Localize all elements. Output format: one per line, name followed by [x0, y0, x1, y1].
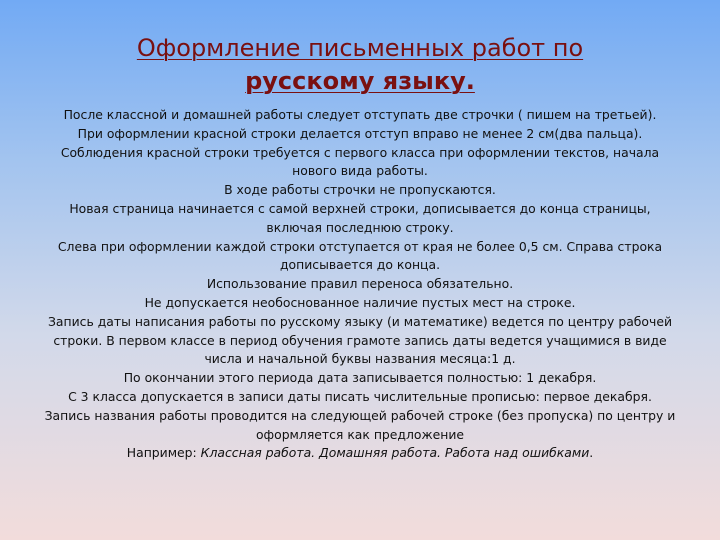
rule-paragraph: С 3 класса допускается в записи даты писать числительные прописью: первое декабря.: [68, 388, 652, 404]
rule-paragraph: Новая страница начинается с самой верхней строки, дописывается до конца страницы, включая последнюю строку.: [69, 200, 651, 235]
rule-paragraph: По окончании этого периода дата записывается полностью: 1 декабря.: [123, 370, 597, 386]
example-suffix: .: [589, 445, 594, 461]
rule-paragraph: Запись даты написания работы по русскому языку (и математике) ведется по центру рабочей строки. В первом классе в период обучения грамоте запись даты ведется учащимися в виде числа и начальной буквы названия месяца:1 д.: [47, 313, 672, 367]
slide-title: [0, 32, 720, 98]
rule-paragraph: Соблюдения красной строки требуется с первого класса при оформлении текстов, начала нового вида работы.: [60, 144, 660, 179]
rule-paragraph: В ходе работы строчки не пропускаются.: [224, 182, 496, 198]
example-paragraph: [52, 444, 668, 463]
example-prefix: Например:: [126, 445, 201, 461]
rule-paragraph: Слева при оформлении каждой строки отступается от края не более 0,5 см. Справа строка дописывается до конца.: [57, 238, 663, 273]
rule-paragraph: После классной и домашней работы следует отступать две строчки ( пишем на третьей).: [63, 107, 657, 122]
title-line-1: Оформление письменных работ по: [136, 34, 584, 62]
rule-paragraph: При оформлении красной строки делается отступ вправо не менее 2 см(два пальца).: [77, 125, 643, 141]
rule-paragraph: Использование правил переноса обязательно.: [206, 276, 514, 292]
rule-paragraph: Не допускается необоснованное наличие пустых мест на строке.: [144, 294, 576, 310]
example-text: Классная работа. Домашняя работа. Работа над ошибками: [200, 445, 590, 461]
title-line-2: русскому языку.: [245, 67, 475, 95]
rules-text: [44, 106, 676, 463]
rule-paragraph: Запись названия работы проводится на следующей рабочей строке (без пропуска) по центру и оформляется как предложение: [44, 407, 676, 442]
